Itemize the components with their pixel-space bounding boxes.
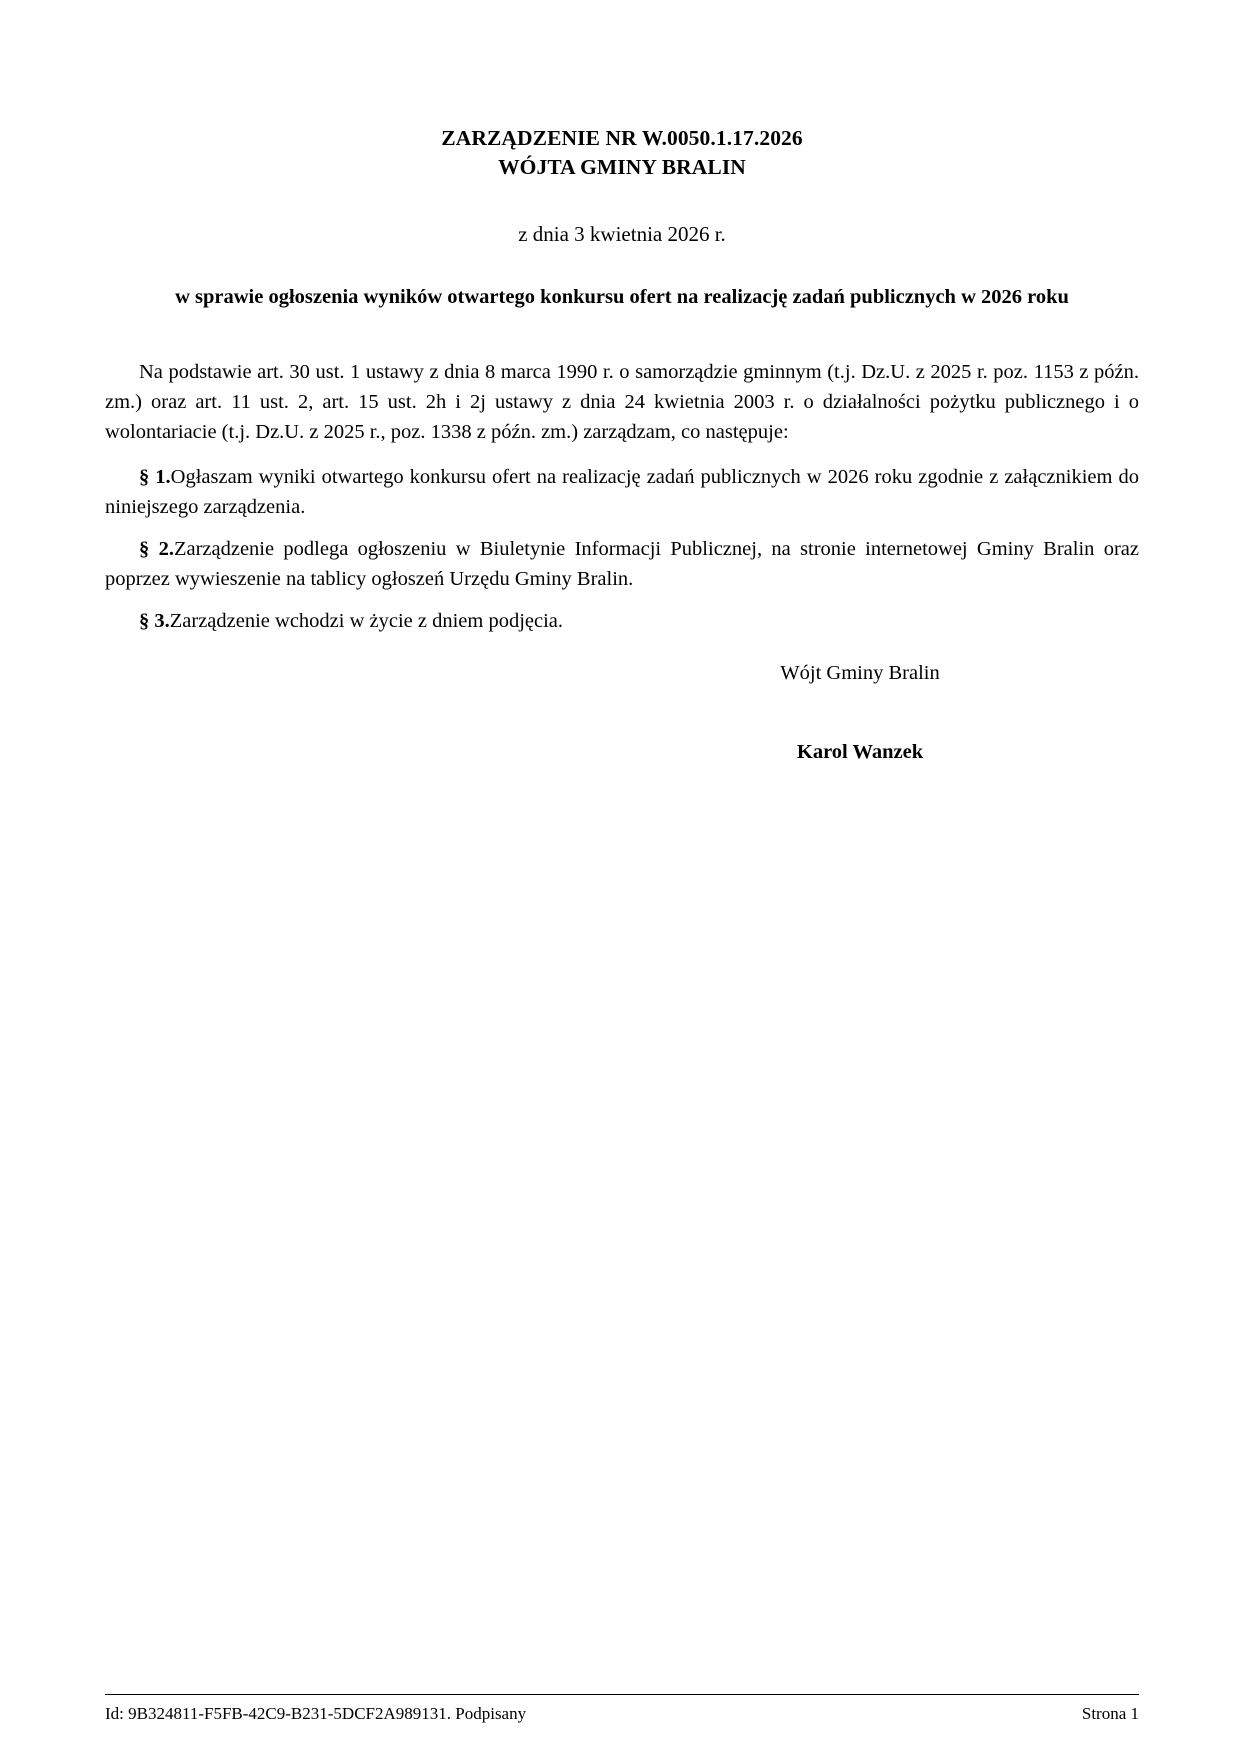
page-footer <box>105 1694 1139 1725</box>
document-date: z dnia 3 kwietnia 2026 r. <box>518 222 726 247</box>
footer-row <box>105 1703 1139 1725</box>
section-2-marker: § 2. <box>139 537 174 560</box>
title-line-authority: WÓJTA GMINY BRALIN <box>498 154 746 179</box>
footer-divider <box>105 1694 1139 1695</box>
section-2-text: Zarządzenie podlega ogłoszeniu w Biuletynie Informacji Publicznej, na stronie internetowej Gminy Bralin oraz poprzez wywieszenie na tablicy ogłoszeń Urzędu Gminy Bralin. <box>105 537 1140 590</box>
section-1 <box>105 462 1139 522</box>
document-body <box>105 357 1139 636</box>
document-subject: w sprawie ogłoszenia wyników otwartego konkursu ofert na realizację zadań publicznych w 2026 roku <box>175 286 1069 309</box>
footer-document-id: Id: 9B324811-F5FB-42C9-B231-5DCF2A989131. Podpisany <box>105 1704 527 1723</box>
section-2 <box>105 534 1139 594</box>
document-content <box>105 0 1139 648</box>
footer-page-number: Strona 1 <box>1081 1704 1139 1723</box>
section-3-text: Zarządzenie wchodzi w życie z dniem podjęcia. <box>169 610 564 632</box>
title-line-ordinance-number: ZARZĄDZENIE NR W.0050.1.17.2026 <box>441 126 803 150</box>
section-1-marker: § 1. <box>139 465 171 488</box>
signature-name: Karol Wanzek <box>796 740 924 763</box>
section-1-text: Ogłaszam wyniki otwartego konkursu ofert na realizację zadań publicznych w 2026 roku zgodnie z załącznikiem do niniejszego zarządzenia. <box>105 465 1139 518</box>
document-title <box>105 124 1139 181</box>
signature-block <box>690 660 1030 765</box>
paragraph-legal-basis: Na podstawie art. 30 ust. 1 ustawy z dnia 8 marca 1990 r. o samorządzie gminnym (t.j. Dz.U. z 2025 r. poz. 1153 z późn. zm.) oraz art. 11 ust. 2, art. 15 ust. 2h i 2j ustawy z dnia 24 kwietnia 2003 r. o działalności pożytku publicznego i o wolontariacie (t.j. Dz.U. z 2025 r., poz. 1338 z późn. zm.) zarządzam, co następuje: <box>105 361 1139 444</box>
signature-role: Wójt Gminy Bralin <box>780 662 940 684</box>
section-3-marker: § 3. <box>139 610 170 632</box>
section-3 <box>105 606 1139 636</box>
